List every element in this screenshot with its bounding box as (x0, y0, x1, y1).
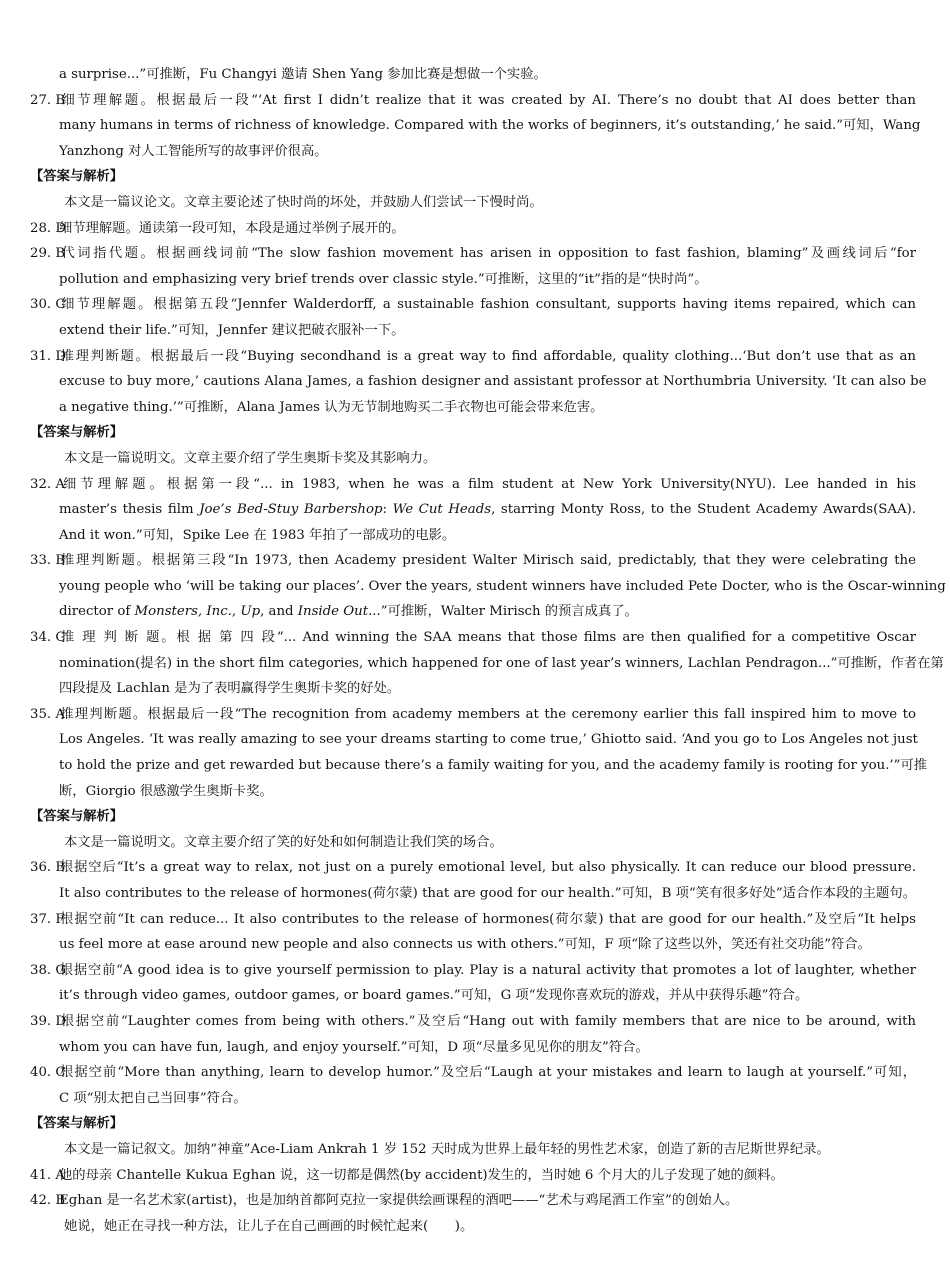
section-heading (0, 804, 950, 830)
line-text: 细节理解题。根据第五段“Jennfer Walderdorff, a sustainable fashion consultant, supports having items repaired, which can (59, 297, 916, 313)
answer-continuation (0, 497, 950, 523)
passage-summary (0, 446, 950, 472)
question-number: 35. A (30, 706, 65, 722)
answer-continuation (0, 1035, 950, 1061)
line-text: Yanzhong 对人工智能所写的故事评价很高。 (59, 143, 328, 159)
answer-continuation (0, 523, 950, 549)
question-number: 42. B (30, 1193, 66, 1209)
line-text: 根据空前“A good idea is to give yourself permission to play. Play is a natural activity that promotes a lot of laughter, whether (59, 962, 916, 978)
answer-item (0, 472, 950, 498)
section-heading (0, 420, 950, 446)
line-text: many humans in terms of richness of knowledge. Compared with the works of beginners, it’s outstanding,’ he said.”可知，Wang (59, 118, 921, 134)
line-text: 【答案与解析】 (30, 425, 124, 441)
answer-explanation-page (0, 62, 950, 1239)
answer-continuation (0, 779, 950, 805)
line-text: 断，Giorgio 很感激学生奥斯卡奖。 (59, 783, 273, 799)
answer-continuation (0, 599, 950, 625)
answer-item (0, 1060, 950, 1086)
line-text: Eghan 是一名艺术家(artist)，也是加纳首都阿克拉一家提供绘画课程的酒吧——“艺术与鸡尾酒工作室”的创始人。 (59, 1193, 739, 1209)
line-text: C 项“别太把自己当回事”符合。 (59, 1090, 247, 1106)
answer-continuation (0, 676, 950, 702)
line-text: 【答案与解析】 (30, 1116, 124, 1132)
question-number: 27. B (30, 92, 66, 108)
answer-continuation (0, 318, 950, 344)
line-text: 推理判断题。根据第三段“In 1973, then Academy president Walter Mirisch said, predictably, that they were celebrating the (59, 553, 916, 569)
line-text: master’s thesis film Joe’s Bed-Stuy Barbershop: We Cut Heads, starring Monty Ross, to the Student Academy Awards(SAA). (59, 502, 916, 518)
line-text: 四段提及 Lachlan 是为了表明赢得学生奥斯卡奖的好处。 (59, 681, 401, 697)
answer-continuation (0, 651, 950, 677)
answer-item (0, 907, 950, 933)
answer-continuation (0, 881, 950, 907)
answer-continuation (0, 139, 950, 165)
line-text: extend their life.”可知，Jennfer 建议把破衣服补一下。 (59, 322, 405, 338)
line-text: nomination(提名) in the short film categories, which happened for one of last year’s winners, Lachlan Pendragon...”可推断，作者在第 (59, 655, 944, 671)
question-number: 41. A (30, 1167, 65, 1183)
line-text: 她说，她正在寻找一种方法，让儿子在自己画画的时候忙起来( )。 (64, 1218, 474, 1234)
line-text: a surprise...”可推断，Fu Changyi 邀请 Shen Yang 参加比赛是想做一个实验。 (59, 67, 547, 82)
answer-continuation (0, 267, 950, 293)
line-text: Los Angeles. ‘It was really amazing to see your dreams starting to come true,’ Ghiotto said. ‘And you go to Los Angeles not just (59, 732, 918, 748)
line-text: 根据空后“It’s a great way to relax, not just on a purely emotional level, but also physically. It can reduce our blood pressure. (59, 860, 916, 876)
answer-continuation (0, 1086, 950, 1112)
line-text: young people who ‘will be taking our places’. Over the years, student winners have included Pete Docter, who is the Oscar-winning (59, 578, 946, 594)
line-text: 细节理解题。根据第一段“... in 1983, when he was a film student at New York University(NYU). Lee handed in his (59, 476, 916, 492)
answer-item (0, 241, 950, 267)
question-number: 31. D (30, 348, 67, 364)
passage-summary (0, 830, 950, 856)
answer-continuation (0, 113, 950, 139)
question-number: 28. D (30, 220, 67, 236)
answer-continuation (0, 574, 950, 600)
line-text: 推理判断题。根据最后一段“The recognition from academy members at the ceremony earlier this fall inspired him to move to (59, 706, 916, 722)
line-text: 代词指代题。根据画线词前“The slow fashion movement has arisen in opposition to fast fashion, blaming”及画线词后“for (59, 246, 916, 262)
answer-item (0, 702, 950, 728)
line-text: pollution and emphasizing very brief trends over classic style.”可推断，这里的“it”指的是“快时尚”。 (59, 271, 708, 287)
line-text: a negative thing.’”可推断，Alana James 认为无节制地购买二手衣物也可能会带来危害。 (59, 399, 604, 415)
question-number: 38. G (30, 962, 66, 978)
passage-summary (0, 190, 950, 216)
line-text: whom you can have fun, laugh, and enjoy yourself.”可知，D 项“尽量多见见你的朋友”符合。 (59, 1039, 649, 1055)
answer-item (0, 1188, 950, 1214)
answer-continuation (0, 727, 950, 753)
question-number: 34. C (30, 630, 66, 646)
line-text: to hold the prize and get rewarded but because there’s a family waiting for you, and the academy family is rooting for you.’”可推 (59, 758, 928, 774)
question-number: 39. D (30, 1013, 67, 1029)
answer-item (0, 1009, 950, 1035)
line-text: 【答案与解析】 (30, 169, 124, 185)
line-text: 本文是一篇说明文。文章主要介绍了学生奥斯卡奖及其影响力。 (64, 450, 437, 466)
line-text: 【答案与解析】 (30, 809, 124, 825)
line-text: 他的母亲 Chantelle Kukua Eghan 说，这一切都是偶然(by accident)发生的，当时她 6 个月大的儿子发现了她的颜料。 (59, 1167, 784, 1183)
answer-continuation (0, 753, 950, 779)
question-number: 36. B (30, 860, 66, 876)
line-text: 本文是一篇说明文。文章主要介绍了笑的好处和如何制造让我们笑的场合。 (64, 834, 503, 850)
line-text: 推 理 判 断 题。根 据 第 四 段“... And winning the SAA means that those films are then qualified for a competitive Oscar (59, 630, 916, 646)
question-number: 32. A (30, 476, 65, 492)
line-text: 推理判断题。根据最后一段“Buying secondhand is a great way to find affordable, quality clothing...‘But don’t use that as an (59, 348, 916, 364)
line-text: 细节理解题。根据最后一段“‘At first I didn’t realize that it was created by AI. There’s no doubt that AI does better than (59, 92, 916, 108)
line-text: And it won.”可知，Spike Lee 在 1983 年拍了一部成功的电影。 (59, 527, 456, 543)
question-number: 29. B (30, 246, 66, 262)
line-text: director of Monsters, Inc., Up, and Inside Out...”可推断，Walter Mirisch 的预言成真了。 (59, 604, 638, 620)
line-text: 本文是一篇议论文。文章主要论述了快时尚的坏处，并鼓励人们尝试一下慢时尚。 (64, 194, 543, 210)
passage-summary (0, 1214, 950, 1240)
line-text: 本文是一篇记叙文。加纳“神童”Ace-Liam Ankrah 1 岁 152 天时成为世界上最年轻的男性艺术家，创造了新的吉尼斯世界纪录。 (64, 1141, 830, 1157)
answer-item (0, 1163, 950, 1189)
line-text: It also contributes to the release of hormones(荷尔蒙) that are good for our health.”可知，B 项“笑有很多好处”适合作本段的主题句。 (59, 886, 916, 901)
line-text: 根据空前“Laughter comes from being with others.”及空后“Hang out with family members that are nice to be around, with (59, 1013, 916, 1029)
question-number: 33. B (30, 553, 66, 569)
question-number: 30. C (30, 297, 66, 313)
question-number: 40. C (30, 1065, 66, 1081)
answer-item (0, 292, 950, 318)
answer-item (0, 548, 950, 574)
line-text: it’s through video games, outdoor games, or board games.”可知，G 项“发现你喜欢玩的游戏，并从中获得乐趣”符合。 (59, 988, 809, 1004)
line-text: 根据空前“More than anything, learn to develop humor.”及空后“Laugh at your mistakes and learn to laugh at yourself.”可知， (59, 1065, 916, 1081)
answer-item (0, 625, 950, 651)
answer-item (0, 216, 950, 242)
answer-item (0, 88, 950, 114)
section-heading (0, 1111, 950, 1137)
answer-continuation (0, 369, 950, 395)
line-text: us feel more at ease around new people and also connects us with others.”可知，F 项“除了这些以外，笑还有社交功能”符合。 (59, 937, 871, 953)
passage-summary (0, 1137, 950, 1163)
answer-item (0, 958, 950, 984)
answer-continuation (0, 932, 950, 958)
answer-item (0, 344, 950, 370)
section-heading (0, 164, 950, 190)
answer-continuation (0, 62, 950, 88)
question-number: 37. F (30, 911, 65, 927)
answer-continuation (0, 983, 950, 1009)
line-text: 根据空前“It can reduce... It also contributes to the release of hormones(荷尔蒙) that are good for our health.”及空后“It helps (59, 911, 916, 927)
line-text: 细节理解题。通读第一段可知，本段是通过举例子展开的。 (59, 220, 405, 236)
answer-item (0, 855, 950, 881)
line-text: excuse to buy more,’ cautions Alana James, a fashion designer and assistant professor at Northumbria University. ‘It can also be (59, 374, 927, 390)
answer-continuation (0, 395, 950, 421)
